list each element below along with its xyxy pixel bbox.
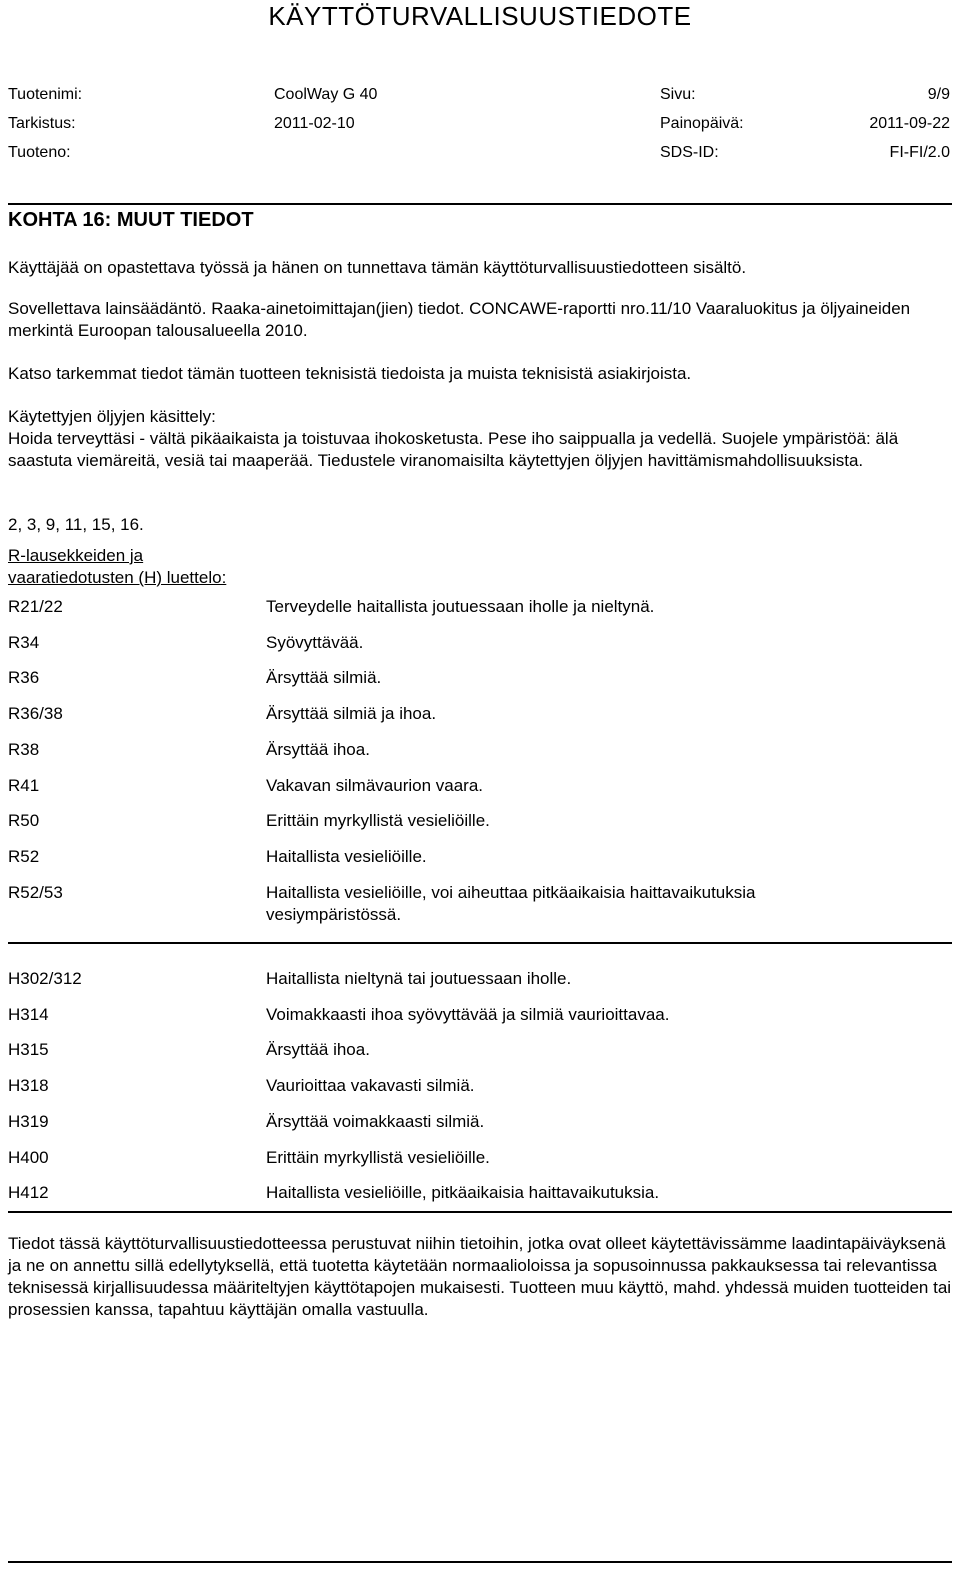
phrase-text: Terveydelle haitallista joutuessaan iholle ja nieltynä. — [266, 597, 655, 616]
paragraph: Katso tarkemmat tiedot tämän tuotteen teknisistä tiedoista ja muista teknisistä asiakirjoista. — [8, 364, 692, 383]
meta-value: 2011-02-10 — [274, 115, 355, 132]
changed-sections: 2, 3, 9, 11, 15, 16. — [8, 515, 144, 534]
phrase-code: R36 — [8, 668, 40, 688]
paragraph: Hoida terveyttäsi - vältä pikäaikaista ja toistuvaa ihokosketusta. Pese iho saippualla ja vedellä. Suojele ympäristöä: älä saastuta viemäreitä, vesiä tai maaperää. Tiedustele viranomaisilta käytettyjen öljyjen havittämismahdollisuuksista. — [8, 429, 899, 470]
divider — [8, 203, 952, 205]
phrase-text: Syövyttävää. — [266, 632, 364, 652]
phrase-code: R36/38 — [8, 704, 63, 724]
phrase-code: H315 — [8, 1040, 49, 1060]
disclaimer: Tiedot tässä käyttöturvallisuustiedotteessa perustuvat niihin tietoihin, jotka ovat olleet käytettävissämme laadintapäiväyksenä ja ne on annettu sillä edellytyksellä, että tuotetta käytetään normaalioloissa ja sopusoinnussa pakkauksessa tai relevantissa teknisessä kirjallisuudessa määriteltyjen käyttötapojen mukaisesti. Tuotteen muu käyttö, mahd. yhdessä muiden tuotteiden tai prosessien kanssa, tapahtuu käyttäjän omalla vastuulla. — [8, 1234, 952, 1319]
meta-label: Tuotenimi: — [8, 86, 83, 103]
meta-row-product — [8, 86, 952, 115]
phrase-text: Ärsyttää ihoa. — [266, 739, 370, 759]
meta-value: 9/9 — [927, 86, 950, 103]
document-meta — [8, 86, 952, 173]
phrase-text: Haitallista vesieliöille. — [266, 846, 427, 866]
phrase-code: R52 — [8, 846, 40, 866]
paragraph: Käyttäjää on opastettava työssä ja hänen on tunnettava tämän käyttöturvallisuustiedotteen sisältö. — [8, 258, 747, 277]
divider — [8, 1211, 952, 1213]
phrase-text: Ärsyttää silmiä ja ihoa. — [266, 704, 437, 724]
phrase-code: R50 — [8, 811, 40, 831]
section-heading: KOHTA 16: MUUT TIEDOT — [8, 209, 254, 231]
phrase-text: Ärsyttää ihoa. — [266, 1040, 370, 1060]
phrase-text: Vakavan silmävaurion vaara. — [266, 775, 484, 795]
meta-label: Painopäivä: — [660, 115, 744, 132]
phrase-text: Erittäin myrkyllistä vesieliöille. — [266, 811, 490, 831]
meta-row-revision — [8, 115, 952, 144]
phrase-code: R21/22 — [8, 597, 63, 616]
meta-label: SDS-ID: — [660, 144, 719, 161]
list-title: R-lausekkeiden ja — [8, 546, 144, 565]
phrase-code: H400 — [8, 1147, 49, 1167]
paragraph: Sovellettava lainsäädäntö. Raaka-ainetoimittajan(jien) tiedot. CONCAWE-raportti nro.11/10 Vaaraluokitus ja öljyaineiden merkintä Euroopan talousalueella 2010. — [8, 299, 911, 340]
meta-label: Sivu: — [660, 86, 696, 103]
phrase-code: H302/312 — [8, 969, 82, 988]
phrase-text: Haitallista vesieliöille, voi aiheuttaa pitkäaikaisia haittavaikutuksia vesiympäristössä. — [266, 882, 756, 924]
divider — [8, 942, 952, 944]
meta-label: Tuoteno: — [8, 144, 71, 161]
phrase-code: R41 — [8, 775, 40, 795]
phrase-code: H314 — [8, 1004, 49, 1024]
phrase-text: Haitallista vesieliöille, pitkäaikaisia haittavaikutuksia. — [266, 1183, 660, 1203]
phrase-code: H319 — [8, 1111, 49, 1131]
phrase-text: Haitallista nieltynä tai joutuessaan iholle. — [266, 969, 572, 988]
phrase-text: Ärsyttää silmiä. — [266, 668, 382, 688]
phrase-code: R34 — [8, 632, 40, 652]
footer-divider — [8, 1561, 952, 1563]
meta-value: FI-FI/2.0 — [889, 144, 950, 161]
phrase-code: R52/53 — [8, 882, 63, 902]
phrase-code: H318 — [8, 1076, 49, 1096]
meta-value: 2011-09-22 — [869, 115, 950, 132]
paragraph-title: Käytettyjen öljyjen käsittely: — [8, 407, 216, 426]
meta-row-product-number — [8, 144, 952, 173]
phrase-text: Erittäin myrkyllistä vesieliöille. — [266, 1147, 490, 1167]
meta-label: Tarkistus: — [8, 115, 76, 132]
phrase-text: Vaurioittaa vakavasti silmiä. — [266, 1076, 475, 1096]
phrase-code: R38 — [8, 739, 40, 759]
page-title: KÄYTTÖTURVALLISUUSTIEDOTE — [268, 1, 692, 31]
phrase-code: H412 — [8, 1183, 49, 1203]
meta-value: CoolWay G 40 — [274, 86, 378, 103]
phrase-text: Ärsyttää voimakkaasti silmiä. — [266, 1111, 485, 1131]
list-title: vaaratiedotusten (H) luettelo: — [8, 568, 227, 587]
phrase-text: Voimakkaasti ihoa syövyttävää ja silmiä vaurioittavaa. — [266, 1004, 670, 1024]
